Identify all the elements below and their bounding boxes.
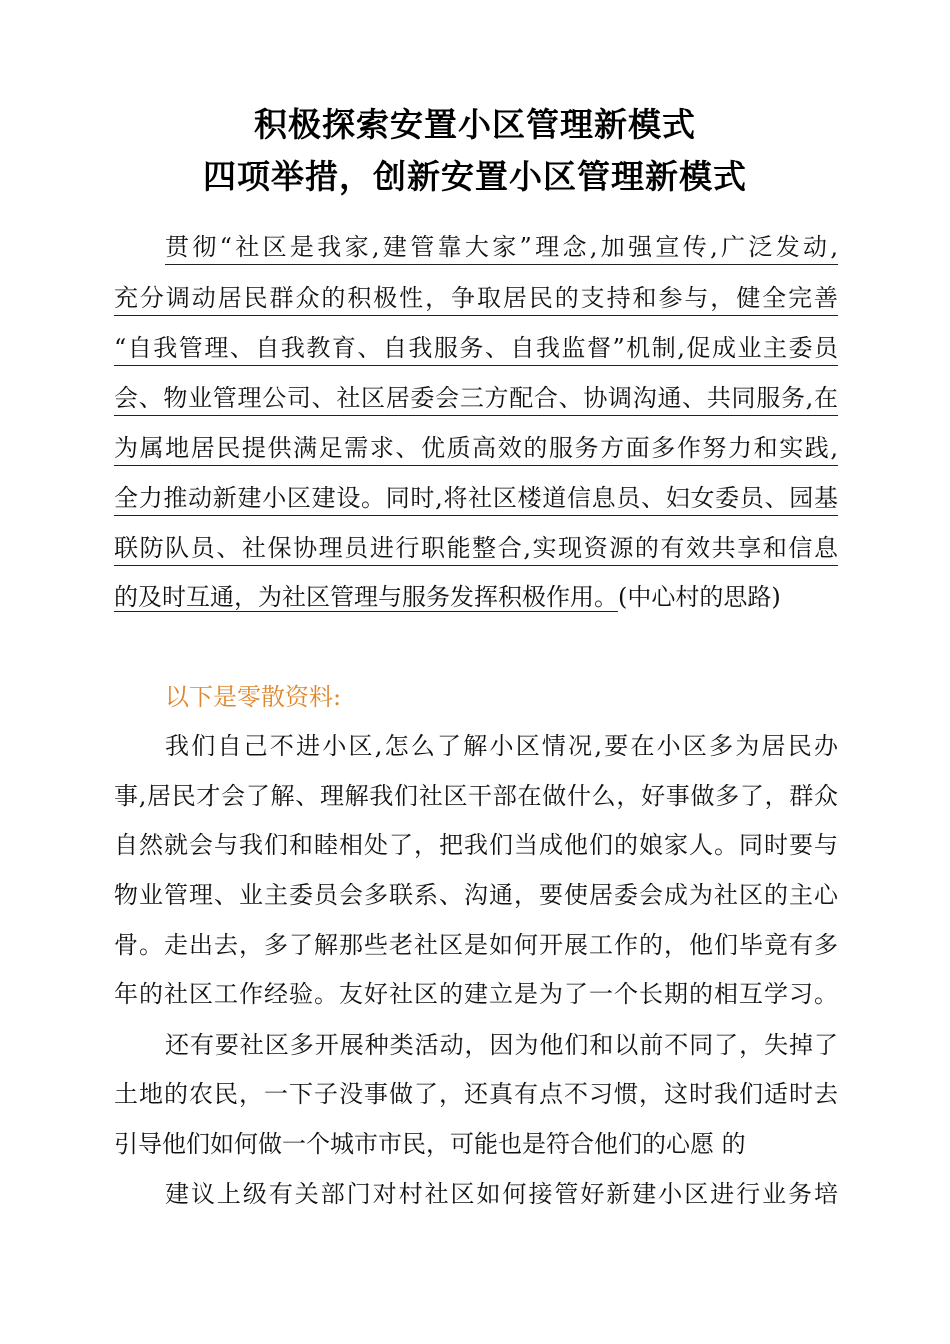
paragraph-line: 贯彻“社区是我家,建管靠大家”理念,加强宣传,广泛发动, (165, 230, 838, 265)
document-subtitle: 四项举措，创新安置小区管理新模式 (203, 157, 747, 196)
paragraph-line: 充分调动居民群众的积极性，争取居民的支持和参与，健全完善 (114, 281, 838, 316)
paragraph-line: 引导他们如何做一个城市市民，可能也是符合他们的心愿 的 (114, 1130, 746, 1158)
document-title: 积极探索安置小区管理新模式 (254, 105, 696, 144)
source-note: (中心村的思路) (618, 583, 781, 611)
paragraph-line: 联防队员、社保协理员进行职能整合,实现资源的有效共享和信息 (114, 531, 838, 566)
paragraph-line: “自我管理、自我教育、自我服务、自我监督”机制,促成业主委员 (114, 331, 838, 366)
paragraph-line: 全力推动新建小区建设。同时,将社区楼道信息员、妇女委员、园基 (114, 481, 838, 516)
underlined-text: 的及时互通，为社区管理与服务发挥积极作用。 (114, 583, 618, 611)
paragraph-line: 还有要社区多开展种类活动，因为他们和以前不同了，失掉了 (165, 1031, 838, 1059)
paragraph-line: 会、物业管理公司、社区居委会三方配合、协调沟通、共同服务,在 (114, 381, 838, 416)
paragraph-line: 土地的农民，一下子没事做了，还真有点不习惯，这时我们适时去 (114, 1080, 838, 1108)
paragraph-line: 我们自己不进小区,怎么了解小区情况,要在小区多为居民办 (165, 732, 838, 760)
misc-heading: 以下是零散资料: (165, 683, 342, 711)
paragraph-line: 事,居民才会了解、理解我们社区干部在做什么，好事做多了，群众 (114, 782, 838, 810)
paragraph-line: 年的社区工作经验。友好社区的建立是为了一个长期的相互学习。 (114, 980, 838, 1008)
paragraph-line: 物业管理、业主委员会多联系、沟通，要使居委会成为社区的主心 (114, 881, 838, 909)
paragraph-line: 建议上级有关部门对村社区如何接管好新建小区进行业务培 (165, 1180, 838, 1208)
paragraph-last-line (114, 580, 838, 614)
paragraph-line: 骨。走出去，多了解那些老社区是如何开展工作的，他们毕竟有多 (114, 931, 838, 959)
paragraph-line: 为属地居民提供满足需求、优质高效的服务方面多作努力和实践, (114, 431, 838, 466)
paragraph-line: 自然就会与我们和睦相处了，把我们当成他们的娘家人。同时要与 (114, 831, 838, 859)
